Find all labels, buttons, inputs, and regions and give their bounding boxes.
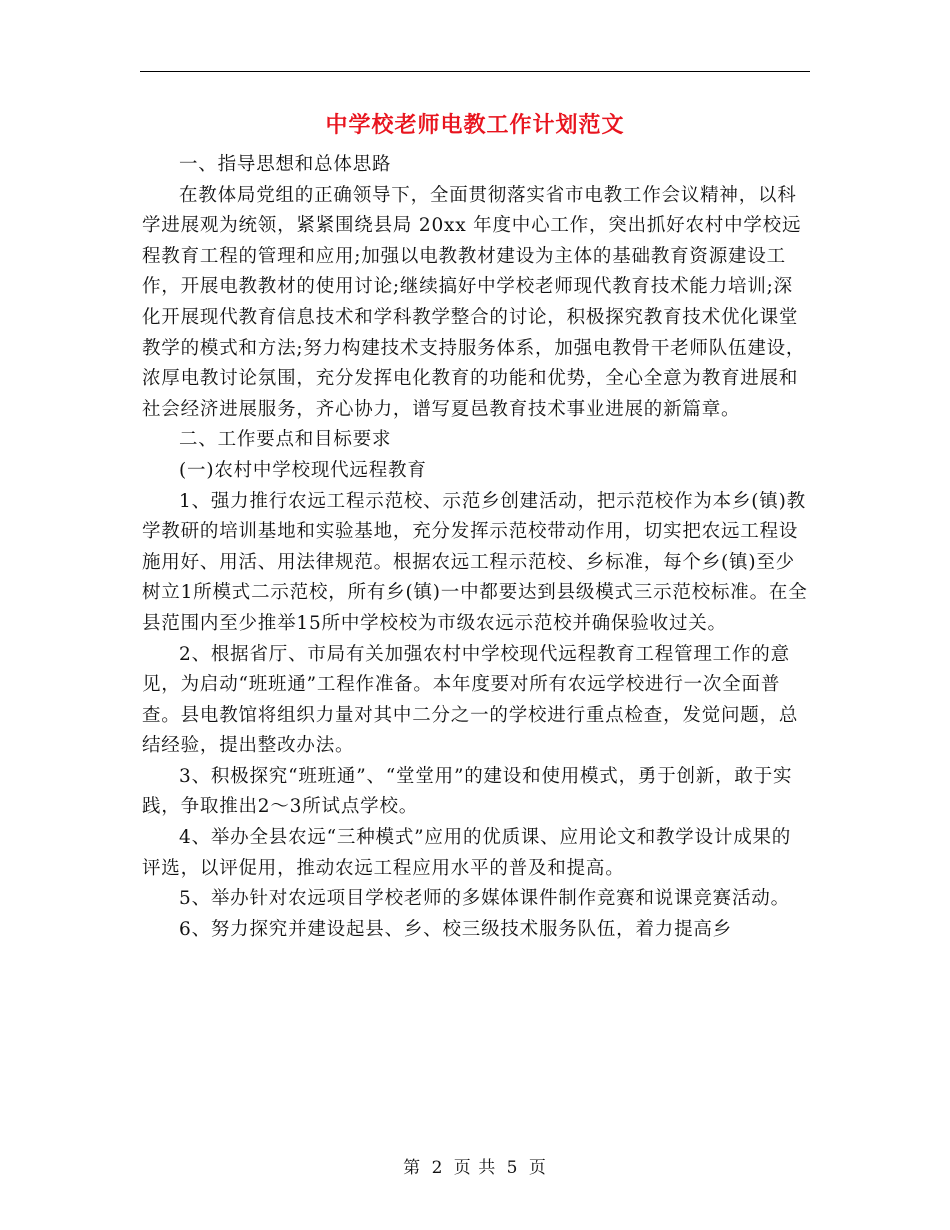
footer-total-pages: 5 (506, 1158, 519, 1178)
list-item-4: 4、举办全县农远“三种模式”应用的优质课、应用论文和教学设计成果的评选，以评促用，推动农远工程应用水平的普及和提高。 (142, 827, 792, 879)
list-item-2: 2、根据省厅、市局有关加强农村中学校现代远程教育工程管理工作的意见，为启动“班班通”工程作准备。本年度要对所有农远学校进行一次全面普查。县电教馆将组织力量对其中二分之一的学校进行重点检查，发觉问题，总结经验，提出整改办法。 (142, 643, 799, 757)
document-body (142, 150, 810, 945)
footer-middle: 页 共 (453, 1158, 497, 1178)
page-footer (0, 1153, 950, 1178)
footer-prefix: 第 (403, 1158, 422, 1178)
footer-current-page: 2 (431, 1158, 444, 1178)
list-item-5: 5、举办针对农远项目学校老师的多媒体课件制作竞赛和说课竞赛活动。 (179, 888, 790, 910)
header-rule (140, 71, 810, 72)
document-title: 中学校老师电教工作计划范文 (325, 112, 625, 138)
footer-suffix: 页 (528, 1158, 547, 1178)
heading-guiding-ideology: 一、指导思想和总体思路 (179, 154, 392, 175)
paragraph-guiding-ideology: 在教体局党组的正确领导下，全面贯彻落实省市电教工作会议精神，以科学进展观为统领，紧紧围绕县局 20xx 年度中心工作，突出抓好农村中学校远程教育工程的管理和应用;加强以电教教材建设为主体的基础教育资源建设工作，开展电教教材的使用讨论;继续搞好中学校老师现代教育技术能力培训;深化开展现代教育信息技术和学科教学整合的讨论，积极探究教育技术优化课堂教学的模式和方法;努力构建技术支持服务体系，加强电教骨干老师队伍建设，浓厚电教讨论氛围，充分发挥电化教育的功能和优势，全心全意为教育进展和社会经济进展服务，齐心协力，谱写夏邑教育技术事业进展的新篇章。 (142, 184, 806, 420)
heading-work-points: 二、工作要点和目标要求 (179, 429, 392, 451)
list-item-6: 6、努力探究并建设起县、乡、校三级技术服务队伍，着力提高乡 (179, 918, 732, 940)
subheading-rural-remote-education: (一)农村中学校现代远程教育 (179, 459, 427, 481)
list-item-3: 3、积极探究“班班通”、“堂堂用”的建设和使用模式，勇于创新，敢于实践，争取推出2～3所试点学校。 (142, 765, 793, 818)
list-item-1: 1、强力推行农远工程示范校、示范乡创建活动，把示范校作为本乡(镇)教学教研的培训基地和实验基地，充分发挥示范校带动作用，切实把农远工程设施用好、用活、用法律规范。根据农远工程示范校、乡标准，每个乡(镇)至少树立1所模式二示范校，所有乡(镇)一中都要达到县级模式三示范校标准。在全县范围内至少推举15所中学校校为市级农远示范校并确保验收过关。 (142, 490, 808, 634)
